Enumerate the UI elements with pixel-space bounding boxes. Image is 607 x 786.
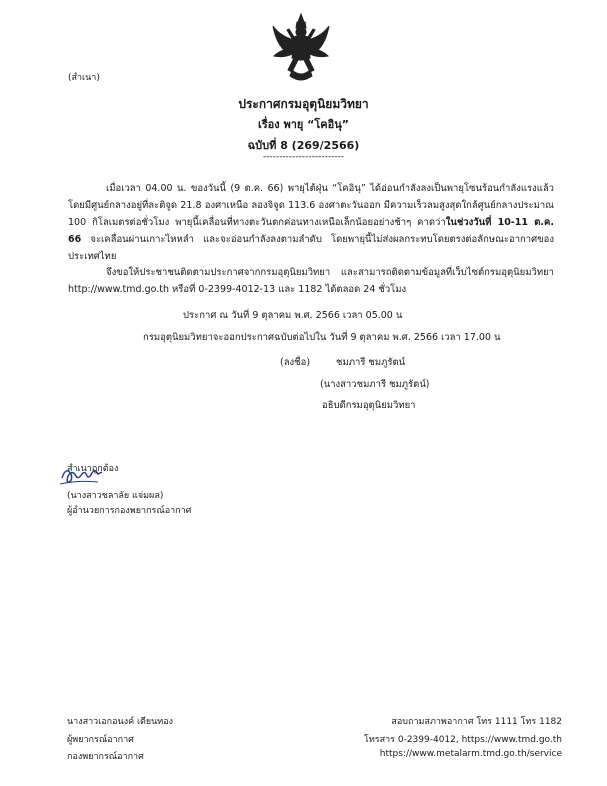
- paragraph-1-tail: จะเคลื่อนผ่านเกาะไหหลำ และจะอ่อนกำลังลงตามลำดับ โดยพายุนี้ไม่ส่งผลกระทบโดยตรงต่อลักษณะอากาศของประเทศไทย: [68, 234, 554, 262]
- handwritten-signature-icon: [58, 464, 106, 486]
- forecaster-name: นางสาวเอกอนงค์ เตียนทอง: [67, 717, 174, 727]
- certified-label: สำเนาถูกต้อง: [67, 464, 119, 474]
- paragraph-1-bold: ในช่วงวันที่ 10-11 ต.ค. 66: [68, 217, 555, 245]
- next-issue-notice: กรมอุตุนิยมวิทยาจะออกประกาศฉบับต่อไปใน วันที่ 9 ตุลาคม พ.ศ. 2566 เวลา 17.00 น: [143, 332, 501, 343]
- forecaster-division: กองพยากรณ์อากาศ: [67, 752, 144, 762]
- paragraph-1: [68, 180, 554, 265]
- inquiry-phone: สอบถามสภาพอากาศ โทร 1111 โทร 1182: [391, 717, 562, 727]
- forecaster-role: ผู้พยากรณ์อากาศ: [67, 735, 134, 745]
- fax-and-website: โทรสาร 0-2399-4012, https://www.tmd.go.th: [364, 735, 562, 745]
- certifier-position: ผู้อำนวยการกองพยากรณ์อากาศ: [67, 506, 192, 516]
- signed-prefix: (ลงชื่อ): [280, 357, 311, 368]
- issue-number: ฉบับที่ 8 (269/2566): [247, 139, 360, 152]
- header-divider: -------------------------: [262, 152, 345, 162]
- paragraph-2: [68, 264, 554, 298]
- announce-date: ประกาศ ณ วันที่ 9 ตุลาคม พ.ศ. 2566 เวลา 05.00 น: [183, 310, 403, 321]
- paragraph-2-text: จึงขอให้ประชาชนติดตามประกาศจากกรมอุตุนิยมวิทยา และสามารถติดตามข้อมูลที่เว็บไซต์กรมอุตุนิยมวิทยา http://www.tmd.go.th หรือที่ 0-2399-4012-13 และ 1182 ได้ตลอด 24 ชั่วโมง: [68, 267, 554, 295]
- page-title: ประกาศกรมอุตุนิยมวิทยา: [238, 97, 369, 111]
- garuda-emblem-icon: [270, 12, 332, 84]
- subject-line: เรื่อง พายุ “โคอินุ”: [257, 118, 350, 131]
- signer-full-name: (นางสาวชมภารี ชมภูรัตน์): [320, 379, 430, 390]
- signed-name: ชมภารี ชมภูรัตน์: [336, 357, 406, 368]
- copy-label: (สำเนา): [68, 73, 100, 83]
- certifier-name: (นางสาวชลาลัย แจ่มผล): [67, 491, 164, 501]
- signer-position: อธิบดีกรมอุตุนิยมวิทยา: [322, 400, 416, 411]
- paragraph-1-text: เมื่อเวลา 04.00 น. ของวันนี้ (9 ต.ค. 66) พายุไต้ฝุ่น “โคอินุ” ได้อ่อนกำลังลงเป็นพายุโซนร้อนกำลังแรงแล้ว โดยมีศูนย์กลางอยู่ที่ละติจูด 21.8 องศาเหนือ ลองจิจูด 113.6 องศาตะวันออก มีความเร็วลมสูงสุดใกล้ศูนย์กลางประมาณ 100 กิโลเมตรต่อชั่วโมง พายุนี้เคลื่อนที่ทางตะวันตกค่อนทางเหนือเล็กน้อยอย่างช้าๆ คาดว่า: [68, 183, 554, 228]
- service-url-link[interactable]: https://www.metalarm.tmd.go.th/service: [379, 749, 562, 759]
